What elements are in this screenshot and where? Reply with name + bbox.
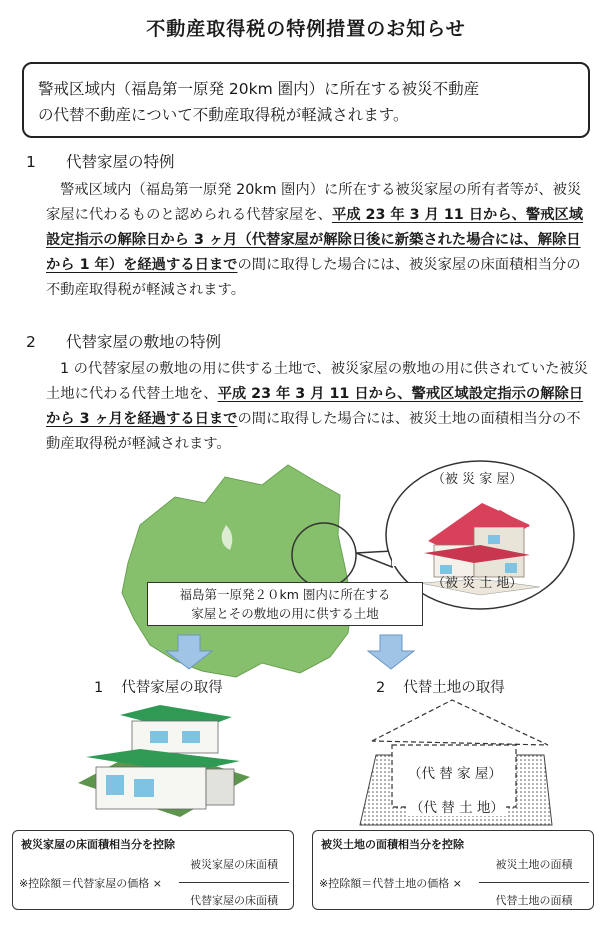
summary-line-2: の代替不動産について不動産取得税が軽減されます。	[38, 106, 409, 124]
formula-land-heading: 被災土地の面積相当分を控除	[321, 838, 464, 851]
section1-text-a: 警戒区域内（福島第一原発 20km 圏内）に所在する被災家屋の所有者等が、被災家屋に代わるものと認められる代替家屋を、	[46, 182, 582, 223]
left-caption-number: 1	[94, 680, 104, 696]
section2-period: 平成 23 年 3 月 11 日から、警戒区域設定指示の解除日から 3 ヶ月を経過する日まで	[46, 386, 584, 427]
bubble-house-label: （被 災 家 屋）	[432, 472, 523, 487]
callout-line-1: 福島第一原発２０km 圏内に所在する	[179, 587, 391, 602]
section1-text-b: の間に取得した場合には、被災家屋の床面積相当分の不動産取得税が軽減されます。	[46, 257, 581, 298]
section2-title: 代替家屋の敷地の特例	[66, 333, 222, 351]
callout-line-2: 家屋とその敷地の用に供する土地	[191, 606, 379, 621]
zone-callout	[147, 582, 423, 626]
left-caption-text: 代替家屋の取得	[121, 680, 223, 696]
section2-heading	[18, 330, 221, 352]
formula-land-fraction-bar	[479, 882, 589, 883]
formula-house-heading: 被災家屋の床面積相当分を控除	[21, 838, 175, 851]
replacement-house-icon	[78, 705, 250, 817]
left-caption	[94, 676, 223, 697]
formula-house-lhs: ※控除額＝代替家屋の価格 ×	[19, 877, 162, 890]
section2-text-b: の間に取得した場合には、被災土地の面積相当分の不動産取得税が軽減されます。	[46, 411, 581, 452]
formula-land-denominator: 代替土地の面積	[495, 894, 573, 907]
formula-land-numerator: 被災土地の面積	[495, 858, 573, 871]
section1-number: 1	[26, 153, 36, 171]
section1-period: 平成 23 年 3 月 11 日から、警戒区域設定指示の解除日から 3 ヶ月（代替家屋が解除日後に新築された場合には、解除日から 1 年）を経過する日まで	[46, 207, 584, 273]
formula-box-house	[12, 830, 294, 910]
map-icon	[122, 465, 356, 677]
formula-land-lhs: ※控除額＝代替土地の価格 ×	[319, 877, 462, 890]
bubble-land-label: （被 災 土 地）	[432, 576, 523, 591]
section2-body	[46, 357, 594, 457]
section1-heading	[18, 150, 175, 172]
section1-body	[46, 178, 594, 303]
formula-box-land	[312, 830, 594, 910]
replacement-house-label: （代 替 家 屋）	[408, 766, 502, 782]
replacement-land-label: （代 替 土 地）	[408, 796, 506, 816]
section1-title: 代替家屋の特例	[66, 153, 175, 171]
summary-box	[22, 62, 590, 138]
section2-text-a: 1 の代替家屋の敷地の用に供する土地で、被災家屋の敷地の用に供されていた被災土地に代わる代替土地を、	[46, 361, 589, 402]
right-caption	[376, 676, 505, 697]
page-title: 不動産取得税の特例措置のお知らせ	[146, 18, 466, 40]
right-caption-text: 代替土地の取得	[403, 680, 505, 696]
formula-house-denominator: 代替家屋の床面積	[190, 894, 278, 907]
right-caption-number: 2	[376, 680, 386, 696]
illustration	[0, 455, 612, 835]
formula-house-numerator: 被災家屋の床面積	[190, 858, 278, 871]
summary-line-1: 警戒区域内（福島第一原発 20km 圏内）に所在する被災不動産	[38, 80, 480, 98]
section2-number: 2	[26, 333, 36, 351]
formula-house-fraction-bar	[179, 882, 289, 883]
